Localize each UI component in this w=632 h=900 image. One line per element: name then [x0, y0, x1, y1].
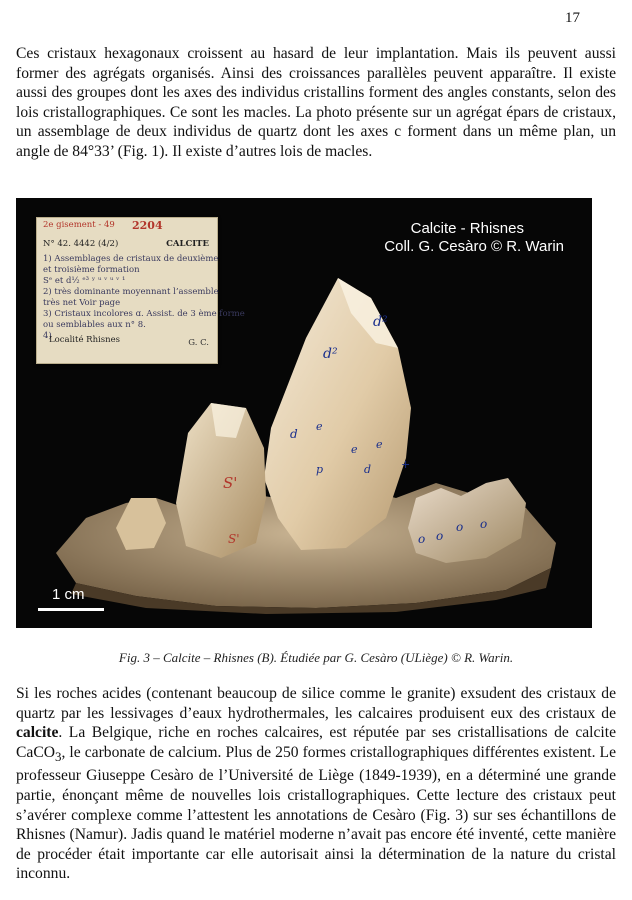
photo-credit-overlay: Coll. G. Cesàro © R. Warin — [384, 238, 564, 255]
svg-text:d²: d² — [323, 346, 338, 362]
paragraph-calcite — [16, 684, 616, 884]
svg-text:e: e — [376, 438, 383, 451]
svg-text:o: o — [456, 520, 464, 534]
paragraph-calcite-part3: , le carbonate de calcium. Plus de 250 formes cristallographiques différentes existent. Le professeur Giuseppe Cesàro de l’Université de Liège (1849-1939), en a déterminé une grande partie, énonçant même de nouvelles lois cristallographiques. Cette lecture des cristaux peut s’avérer complexe comme l’attestent les annotations de Cesàro (Fig. 3) sur ses échantillons de Rhisnes (Namur). Jadis quand le matériel moderne n’avait pas encore été inventé, cette manière de procéder était importante car elle autorisait ainsi la détermination de la nature du cristal inconnu. — [16, 743, 616, 883]
svg-text:+: + — [401, 458, 411, 471]
card-line: 4) — [43, 331, 52, 341]
svg-text:S': S' — [228, 532, 240, 546]
svg-text:o: o — [418, 532, 426, 546]
paragraph-intro-macles: Ces cristaux hexagonaux croissent au hasard de leur implantation. Mais ils peuvent aussi former des agrégats organisés. Ainsi des croissances parallèles peuvent apparaître. Il existe aussi des groupes dont les axes des individus cristallins forment des angles constants, selon des lois cristallographiques. Ce sont les macles. La photo présente sur un agrégat épars de cristaux, un assemblage de deux individus de quartz dont les axes c forment dans un même plan, un angle de 84°33’ (Fig. 1). Il existe d’autres lois de macles. — [16, 45, 616, 160]
card-line: et troisième formation — [43, 265, 140, 275]
card-line: Sᵉ et d¹⁄₂ ᵉ³ ʸ ᵘ ᵛ ᵘ ᵛ ¹ — [43, 276, 126, 286]
svg-text:d²: d² — [373, 314, 388, 330]
page-number: 17 — [565, 10, 580, 26]
svg-text:e: e — [316, 420, 323, 433]
svg-text:S': S' — [223, 474, 238, 492]
card-line: ou semblables aux n° 8. — [43, 320, 146, 330]
figure-caption: Fig. 3 – Calcite – Rhisnes (B). Étudiée par G. Cesàro (ULiège) © R. Warin. — [118, 650, 514, 665]
card-line: très net Voir page — [43, 298, 121, 308]
card-line: 2) très dominante moyennant l’assemble — [43, 287, 219, 297]
svg-text:p: p — [316, 463, 324, 476]
svg-text:o: o — [480, 517, 488, 531]
card-red-number: 2204 — [132, 219, 163, 232]
scale-bar-label: 1 cm — [52, 586, 85, 603]
card-locality: Localité Rhisnes — [49, 335, 120, 345]
paragraph-calcite-part1: Si les roches acides (contenant beaucoup de silice comme le granite) exsudent des cristaux de quartz par les lessivages d’eaux hydrothermales, les calcaires produisent eux des cristaux de — [16, 685, 616, 722]
specimen-label-card — [36, 217, 245, 364]
svg-text:o: o — [436, 529, 444, 543]
figure-3-photo — [16, 198, 592, 628]
calcite-bold-term: calcite — [16, 724, 59, 742]
card-catalog-number: N° 42. 4442 (4/2) — [43, 239, 119, 249]
svg-text:e: e — [351, 443, 358, 456]
photo-title-overlay: Calcite - Rhisnes — [410, 220, 524, 237]
svg-text:d: d — [290, 427, 298, 441]
card-line: 1) Assemblages de cristaux de deuxième — [43, 254, 219, 264]
card-top-line: 2e gisement - 49 — [43, 220, 115, 230]
scale-bar — [38, 608, 104, 611]
paragraph-calcite-part2: . La Belgique, riche en roches calcaires, est réputée par ses cristallisations de calcite CaCO — [16, 724, 616, 761]
card-mineral-name: CALCITE — [166, 239, 209, 249]
formula-subscript: 3 — [54, 748, 62, 764]
card-initials: G. C. — [188, 338, 209, 348]
svg-text:d: d — [364, 463, 372, 476]
card-line: 3) Cristaux incolores ɑ. Assist. de 3 ème forme — [43, 309, 245, 319]
